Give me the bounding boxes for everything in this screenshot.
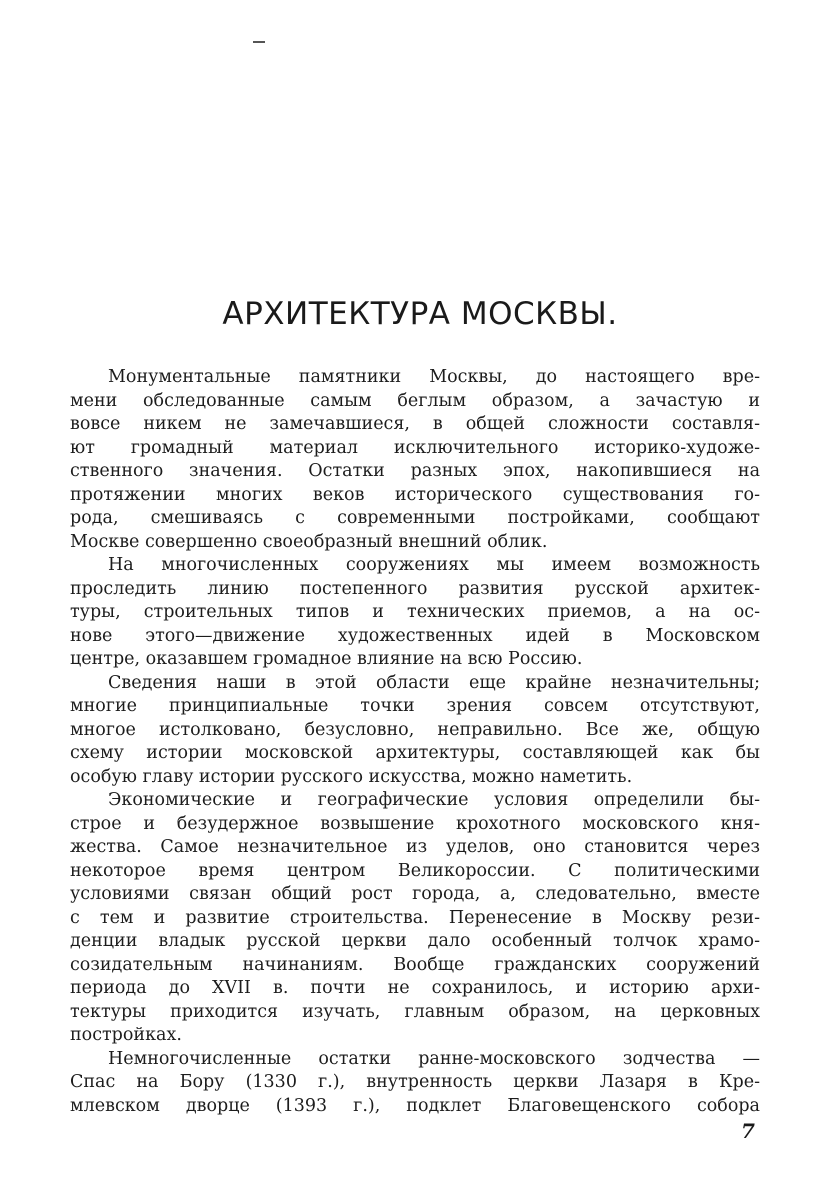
text-line: На многочисленных сооружениях мы имеем возможность [108,555,760,575]
text-line: рода, смешиваясь с современными постройками, сообщают [70,508,760,528]
text-line: туры, строительных типов и технических приемов, а на ос- [70,602,760,622]
text-line: созидательным начинаниям. Вообще гражданских сооружений [70,954,760,975]
text-line: жества. Самое незначительное из уделов, оно становится через [70,837,760,857]
page-title: АРХИТЕКТУРА МОСКВЫ. [222,296,618,332]
text-line: с тем и развитие строительства. Перенесение в Москву рези- [70,907,760,928]
text-line: Экономические и географические условия определили бы- [108,790,760,810]
top-mark [253,41,265,43]
text-line: некоторое время центром Великороссии. С политическими [70,860,760,881]
text-line: многое истолковано, безусловно, неправильно. Все же, общую [70,719,760,740]
text-line: Москве совершенно своеобразный внешний облик. [70,531,548,552]
text-line: центре, оказавшем громадное влияние на всю Россию. [70,649,583,669]
text-line: Монументальные памятники Москвы, до настоящего вре- [108,367,760,387]
text-line: вовсе никем не замечавшиеся, в общей сложности составля- [70,414,760,434]
text-line: постройках. [70,1025,182,1045]
text-line: особую главу истории русского искусства, можно наметить. [70,766,633,787]
text-line: схему истории московской архитектуры, составляющей как бы [70,743,760,763]
text-line: тектуры приходится изучать, главным образом, на церковных [70,1001,760,1022]
text-line: многие принципиальные точки зрения совсем отсутствуют, [70,696,760,716]
text-line: проследить линию постепенного развития русской архитек- [70,578,760,599]
text-line: Немногочисленные остатки ранне-московского зодчества — [108,1048,760,1069]
text-line: мени обследованные самым беглым образом, а зачастую и [70,390,760,411]
text-line: денции владык русской церкви дало особенный толчок храмо- [70,931,760,951]
text-line: млевском дворце (1393 г.), подклет Благовещенского собора [70,1095,760,1116]
text-line: протяжении многих веков исторического существования го- [70,484,760,505]
text-line: нове этого—движение художественных идей в Московском [70,625,760,646]
text-line: периода до XVII в. почти не сохранилось, и историю архи- [70,978,760,998]
text-line: Спас на Бору (1330 г.), внутренность церкви Лазаря в Кре- [70,1072,760,1092]
text-line: ют громадный материал исключительного историко-художе- [70,437,760,458]
page-number: 7 [741,1119,755,1143]
text-line: строе и безудержное возвышение крохотного московского кня- [70,813,760,834]
body-text [70,366,760,1118]
text-line: Сведения наши в этой области еще крайне незначительны; [108,672,760,693]
text-line: ственного значения. Остатки разных эпох, накопившиеся на [70,461,760,481]
text-line: условиями связан общий рост города, а, следовательно, вместе [70,884,760,904]
